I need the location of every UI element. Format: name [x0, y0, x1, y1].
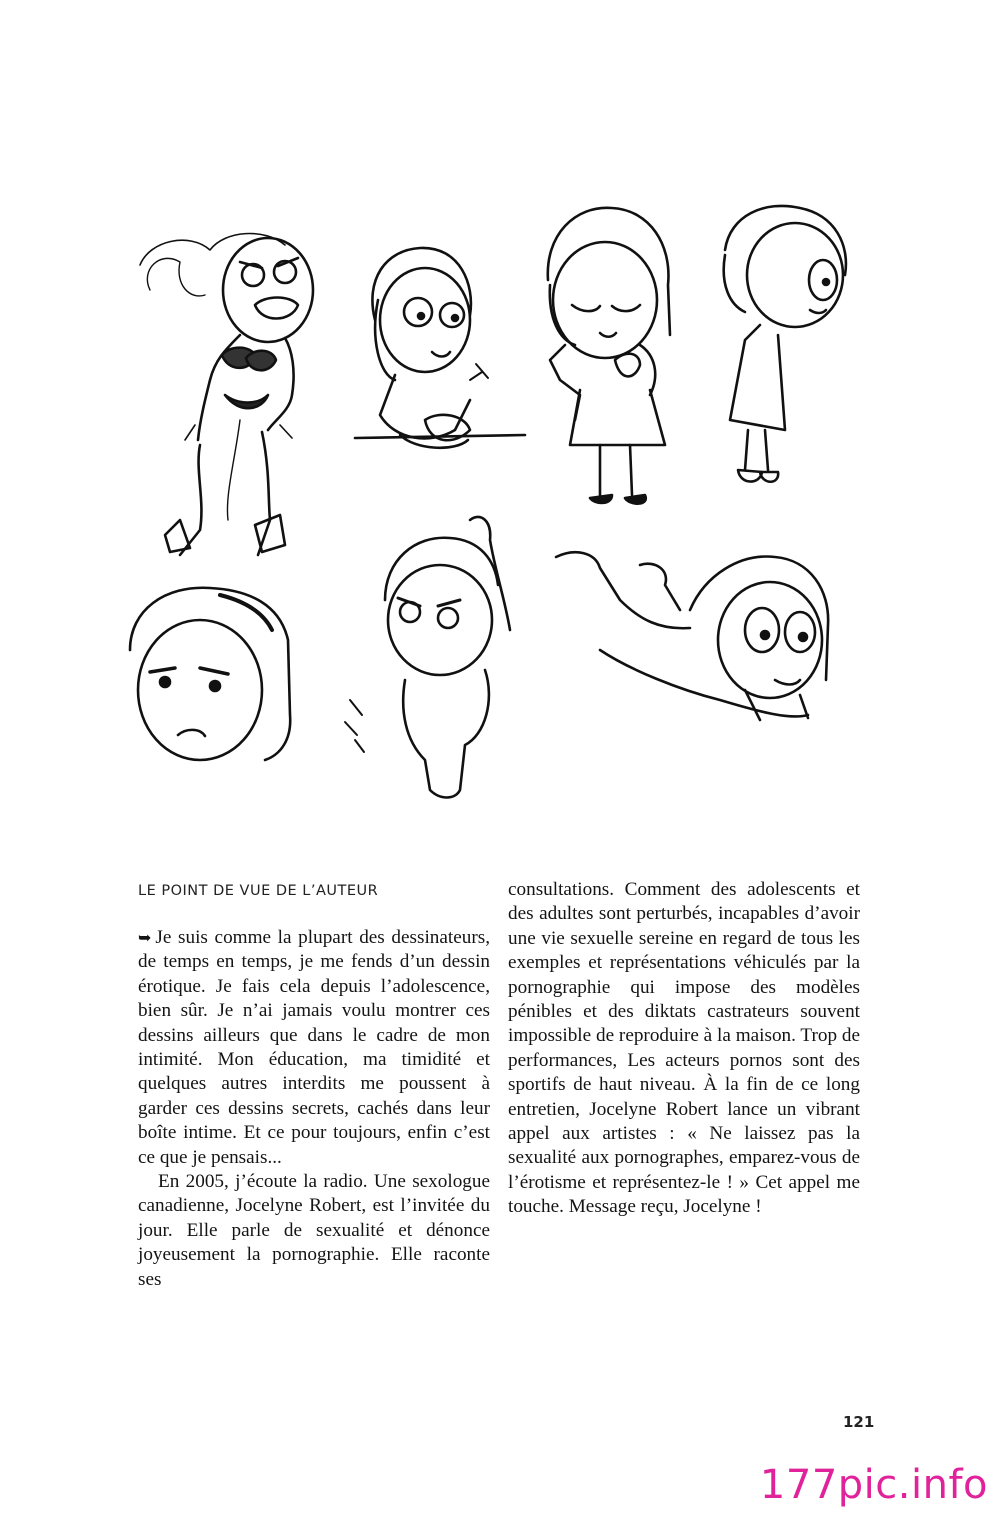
section-heading: LE POINT DE VUE DE L’AUTEUR — [138, 883, 379, 899]
sketch-lying-girl — [556, 552, 828, 720]
paragraph-2: En 2005, j’écoute la radio. Une sexologue canadienne, Jocelyne Robert, est l’invitée du jour. Elle parle de sexualité et dénonce joyeusement la pornographie. Elle raconte ses — [138, 1171, 490, 1290]
text-column-right — [508, 878, 860, 1220]
sketch-girl-holding-key — [355, 248, 525, 448]
arrow-right-icon: ➥ — [138, 928, 152, 947]
sketch-crouching-girl — [345, 517, 510, 798]
paragraph-1 — [138, 926, 490, 1170]
sketch-standing-girl-coat — [724, 206, 846, 482]
sketch-angry-woman-lingerie — [140, 234, 313, 555]
text-column-left — [138, 926, 490, 1292]
page-number: 121 — [843, 1413, 875, 1431]
paragraph-1-text: Je suis comme la plupart des dessinateurs, de temps en temps, je me fends d’un dessin érotique. Je fais cela depuis l’adolescence, bien sûr. Je n’ai jamais voulu montrer ces dessins ailleurs que dans le cadre de mon intimité. Mon éducation, ma timidité et quelques autres interdits me poussent à garder ces dessins secrets, cachés dans leur boîte intime. Et ce pour toujours, enfin c’est ce que je pensais... — [138, 927, 490, 1168]
sketch-frowning-face — [130, 588, 290, 760]
watermark: 177pic.info — [759, 1462, 988, 1508]
paragraph-3: consultations. Comment des adolescents et des adultes sont perturbés, incapables d’avoir une vie sexuelle sereine en regard de tous les exemples et représentations véhiculés par la pornographie qui impose des modèles pénibles et des diktats castrateurs souvent impossible de reproduire à la maison. Trop de performances, Les acteurs pornos sont des sportifs de haut niveau. À la fin de ce long entretien, Jocelyne Robert lance un vibrant appel aux artistes : « Ne laissez pas la sexualité aux pornographes, emparez-vous de l’érotisme et représentez-le ! » Cet appel me touche. Message reçu, Jocelyne ! — [508, 879, 860, 1218]
sketch-girl-closed-eyes — [548, 208, 670, 504]
